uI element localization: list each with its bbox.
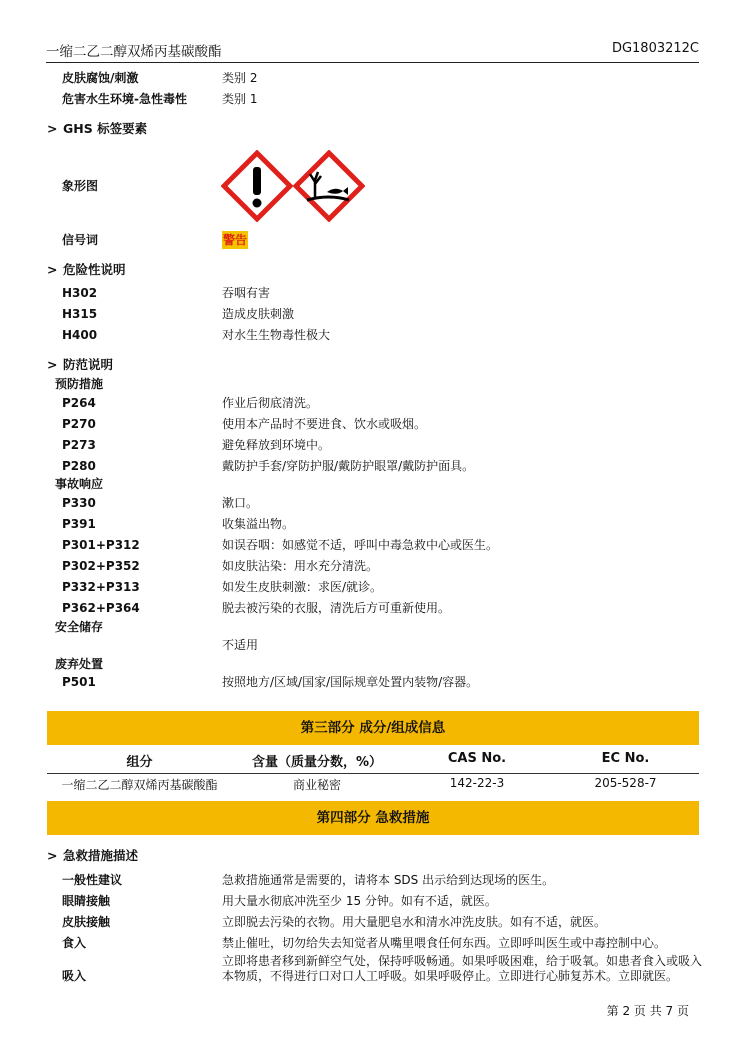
precaution-text: 如误吞咽：如感觉不适，呼叫中毒急救中心或医生。 bbox=[222, 538, 499, 552]
storage-row bbox=[0, 636, 745, 654]
section-arrow-icon: > bbox=[47, 262, 58, 277]
section-arrow-icon: > bbox=[47, 121, 58, 136]
section-arrow-icon: > bbox=[47, 848, 58, 863]
hazard-code: H302 bbox=[62, 286, 98, 300]
precaution-row bbox=[0, 578, 745, 596]
page-number: 第 2 页 共 7 页 bbox=[606, 1004, 689, 1018]
column-header: EC No. bbox=[601, 751, 650, 766]
first-aid-text: 立即将患者移到新鲜空气处，保持呼吸畅通。如果呼吸困难，给于吸氧。如患者食入或吸入本物质，不得进行口对口人工呼吸。如果呼吸停止。立即进行心肺复苏术。立即就医。 bbox=[222, 954, 703, 983]
table-cell: 商业秘密 bbox=[292, 778, 341, 792]
section-arrow-icon: > bbox=[47, 357, 58, 372]
environment-icon bbox=[293, 150, 365, 222]
table-cell: 一缩二乙二醇双烯丙基碳酸酯 bbox=[61, 778, 218, 792]
classification-label: 皮肤腐蚀/刺激 bbox=[62, 71, 139, 85]
prevention-heading-row bbox=[0, 375, 745, 393]
classification-label: 危害水生环境-急性毒性 bbox=[62, 92, 187, 106]
precaution-text: 漱口。 bbox=[222, 496, 259, 510]
first-aid-heading: > 急救措施描述 bbox=[47, 848, 139, 863]
precaution-code: P501 bbox=[62, 675, 96, 689]
column-header: CAS No. bbox=[447, 751, 507, 766]
precaution-code: P280 bbox=[62, 459, 96, 473]
classification-row bbox=[0, 90, 745, 108]
precaution-text: 如发生皮肤刺激：求医/就诊。 bbox=[222, 580, 383, 594]
precaution-section-heading: > 防范说明 bbox=[47, 357, 114, 372]
section4-title: 第四部分 急救措施 bbox=[47, 801, 699, 835]
precaution-text: 戴防护手套/穿防护服/戴防护眼罩/戴防护面具。 bbox=[222, 459, 475, 473]
precaution-text: 脱去被污染的衣服，清洗后方可重新使用。 bbox=[222, 601, 451, 615]
first-aid-label: 吸入 bbox=[62, 969, 87, 983]
storage-value: 不适用 bbox=[222, 638, 259, 652]
storage-heading-row bbox=[0, 618, 745, 636]
disposal-heading-row bbox=[0, 655, 745, 673]
first-aid-text: 急救措施通常是需要的，请将本 SDS 出示给到达现场的医生。 bbox=[222, 873, 555, 887]
document-code: DG1803212C bbox=[611, 41, 699, 56]
classification-value: 类别 1 bbox=[222, 92, 258, 106]
precaution-row bbox=[0, 673, 745, 691]
section3-title: 第三部分 成分/组成信息 bbox=[47, 711, 699, 745]
hazard-code: H400 bbox=[62, 328, 98, 342]
precaution-text: 收集溢出物。 bbox=[222, 517, 295, 531]
precaution-row bbox=[0, 515, 745, 533]
precaution-code: P302+P352 bbox=[62, 559, 140, 573]
first-aid-label: 一般性建议 bbox=[62, 873, 123, 887]
precaution-text: 按照地方/区域/国家/国际规章处置内装物/容器。 bbox=[222, 675, 479, 689]
precaution-text: 如皮肤沾染：用水充分清洗。 bbox=[222, 559, 379, 573]
first-aid-label: 食入 bbox=[62, 936, 87, 950]
composition-table-header bbox=[47, 749, 699, 774]
exclamation-mark-icon bbox=[221, 150, 293, 222]
first-aid-label: 皮肤接触 bbox=[62, 915, 111, 929]
storage-label: 安全储存 bbox=[55, 620, 104, 634]
precaution-row bbox=[0, 457, 745, 475]
table-cell: 205-528-7 bbox=[594, 776, 657, 790]
pictogram-row bbox=[0, 177, 745, 195]
table-row bbox=[47, 776, 699, 796]
response-label: 事故响应 bbox=[55, 477, 104, 491]
first-aid-label: 眼睛接触 bbox=[62, 894, 111, 908]
hazard-code: H315 bbox=[62, 307, 98, 321]
precaution-code: P362+P364 bbox=[62, 601, 140, 615]
precaution-code: P264 bbox=[62, 396, 96, 410]
precaution-text: 作业后彻底清洗。 bbox=[222, 396, 319, 410]
hazard-row bbox=[0, 284, 745, 302]
first-aid-row bbox=[0, 913, 745, 931]
precaution-row bbox=[0, 415, 745, 433]
ghs-section-heading: > GHS 标签要素 bbox=[47, 121, 148, 136]
first-aid-row bbox=[0, 892, 745, 910]
first-aid-text: 立即脱去污染的衣物。用大量肥皂水和清水冲洗皮肤。如有不适，就医。 bbox=[222, 915, 607, 929]
hazard-text: 造成皮肤刺激 bbox=[222, 307, 295, 321]
classification-value: 类别 2 bbox=[222, 71, 258, 85]
hazard-text: 对水生生物毒性极大 bbox=[222, 328, 331, 342]
precaution-row bbox=[0, 494, 745, 512]
precaution-text: 避免释放到环境中。 bbox=[222, 438, 331, 452]
precaution-code: P330 bbox=[62, 496, 96, 510]
precaution-code: P270 bbox=[62, 417, 96, 431]
precaution-row bbox=[0, 394, 745, 412]
precaution-code: P301+P312 bbox=[62, 538, 140, 552]
response-heading-row bbox=[0, 475, 745, 493]
table-cell: 142-22-3 bbox=[449, 776, 505, 790]
hazard-section-heading: > 危险性说明 bbox=[47, 262, 126, 277]
precaution-row bbox=[0, 557, 745, 575]
signal-word: 警告 bbox=[223, 233, 248, 247]
signal-word-label: 信号词 bbox=[62, 233, 99, 247]
column-header: 组分 bbox=[126, 755, 153, 770]
prevention-label: 预防措施 bbox=[55, 377, 104, 391]
first-aid-text: 禁止催吐，切勿给失去知觉者从嘴里喂食任何东西。立即呼叫医生或中毒控制中心。 bbox=[222, 936, 667, 950]
precaution-row bbox=[0, 436, 745, 454]
precaution-code: P391 bbox=[62, 517, 96, 531]
precaution-row bbox=[0, 536, 745, 554]
precaution-row bbox=[0, 599, 745, 617]
signal-word-row bbox=[0, 231, 745, 249]
precaution-text: 使用本产品时不要进食、饮水或吸烟。 bbox=[222, 417, 427, 431]
first-aid-row bbox=[0, 934, 745, 952]
hazard-text: 吞咽有害 bbox=[222, 286, 271, 300]
pictogram-label: 象形图 bbox=[62, 179, 99, 193]
classification-row bbox=[0, 69, 745, 87]
document-title: 一缩二乙二醇双烯丙基碳酸酯 bbox=[46, 44, 222, 60]
precaution-code: P332+P313 bbox=[62, 580, 140, 594]
document-header bbox=[46, 40, 699, 63]
precaution-code: P273 bbox=[62, 438, 96, 452]
column-header: 含量（质量分数，%） bbox=[251, 755, 383, 770]
first-aid-text: 用大量水彻底冲洗至少 15 分钟。如有不适，就医。 bbox=[222, 894, 497, 908]
hazard-row bbox=[0, 326, 745, 344]
hazard-row bbox=[0, 305, 745, 323]
disposal-label: 废弃处置 bbox=[55, 657, 104, 671]
first-aid-row bbox=[0, 871, 745, 889]
